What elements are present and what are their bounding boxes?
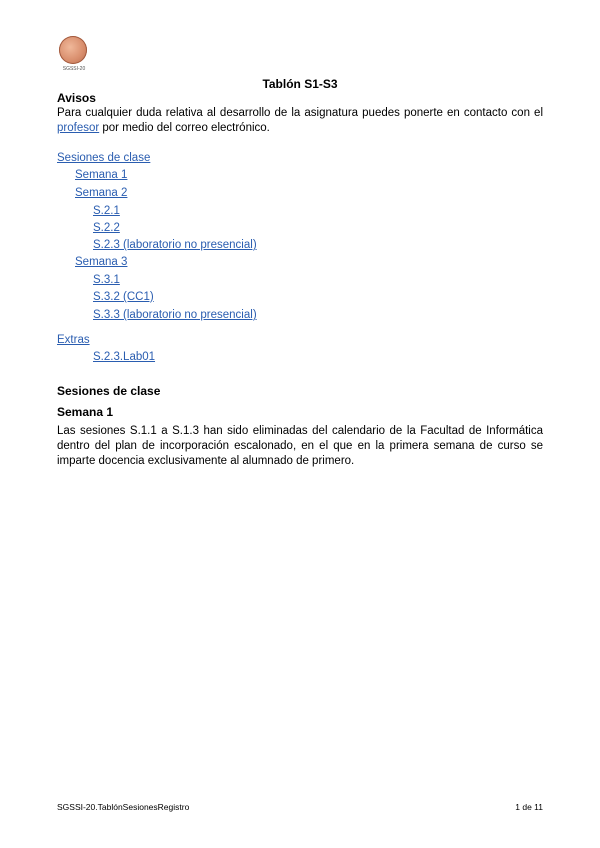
footer-document-name: SGSSI-20.TablónSesionesRegistro xyxy=(57,802,190,812)
semana-1-paragraph: Las sesiones S.1.1 a S.1.3 han sido eliminadas del calendario de la Facultad de Informática dentro del plan de incorporación escalonado, en el que en la primera semana de curso se imparte docencia exclusivamente al alumnado de primero. xyxy=(57,425,543,467)
profesor-link[interactable]: profesor xyxy=(57,122,100,134)
toc-semana-2[interactable]: Semana 2 xyxy=(75,187,128,199)
avisos-heading: Avisos xyxy=(57,91,96,105)
toc-extras[interactable]: Extras xyxy=(57,334,90,346)
seal-icon xyxy=(59,36,87,64)
avisos-text-before: Para cualquier duda relativa al desarrollo de la asignatura puedes ponerte en contacto con el xyxy=(57,107,543,119)
toc-sesiones-de-clase[interactable]: Sesiones de clase xyxy=(57,152,151,164)
toc-s-2-2[interactable]: S.2.2 xyxy=(93,222,120,234)
toc-s-3-3[interactable]: S.3.3 (laboratorio no presencial) xyxy=(93,309,257,321)
avisos-paragraph xyxy=(57,106,543,136)
toc-s-2-1[interactable]: S.2.1 xyxy=(93,205,120,217)
avisos-text-after: por medio del correo electrónico. xyxy=(99,122,270,134)
toc-s-2-3[interactable]: S.2.3 (laboratorio no presencial) xyxy=(93,239,257,251)
page-title: Tablón S1-S3 xyxy=(262,77,338,91)
toc-s-3-2[interactable]: S.3.2 (CC1) xyxy=(93,291,154,303)
toc-s-2-3-lab01[interactable]: S.2.3.Lab01 xyxy=(93,351,156,363)
toc-semana-3[interactable]: Semana 3 xyxy=(75,256,128,268)
footer-page-number: 1 de 11 xyxy=(515,802,543,812)
toc-s-3-1[interactable]: S.3.1 xyxy=(93,274,120,286)
section-heading: Sesiones de clase xyxy=(57,384,161,398)
subsection-heading: Semana 1 xyxy=(57,405,114,419)
logo-caption: SGSSI-20 xyxy=(62,66,86,72)
avisos-section xyxy=(57,91,543,136)
toc-semana-1[interactable]: Semana 1 xyxy=(75,169,128,181)
university-logo xyxy=(57,36,91,76)
